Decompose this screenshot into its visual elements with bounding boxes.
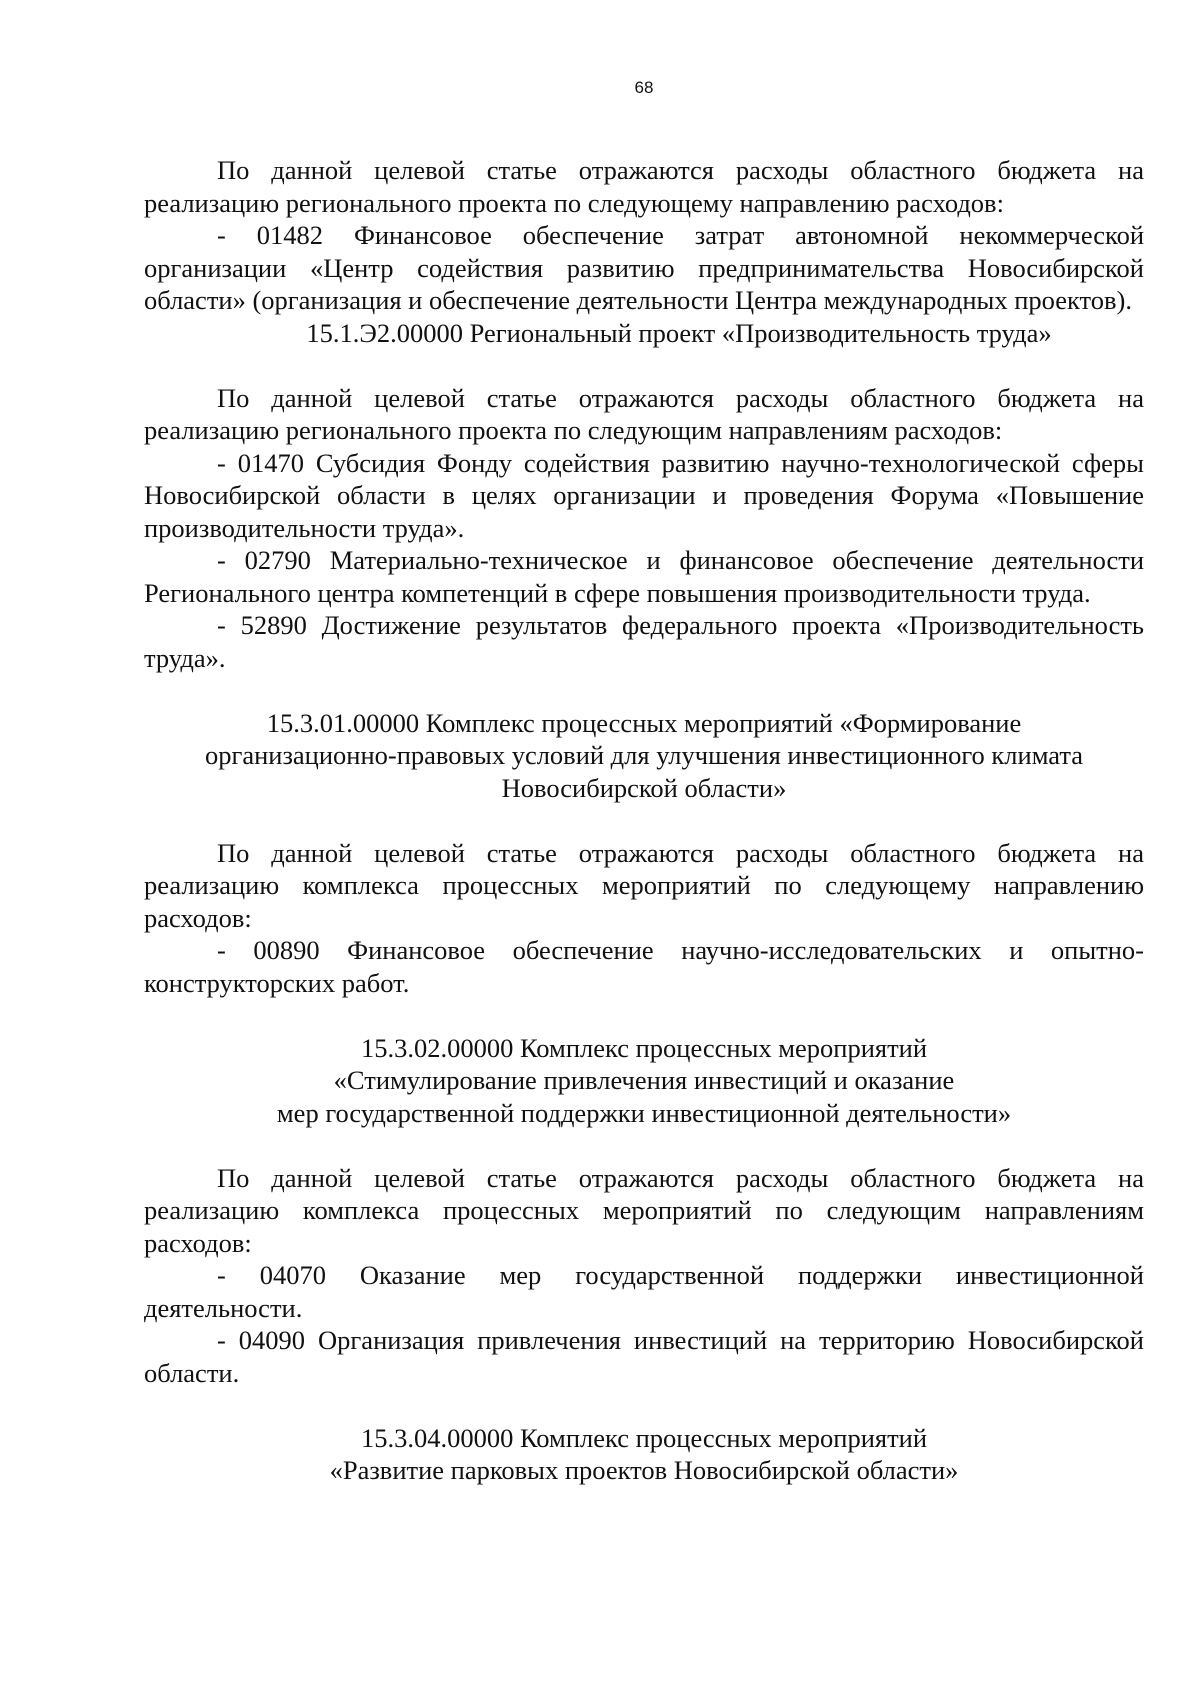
expense-item: - 04070 Оказание мер государственной поддержки инвестиционной деятельности. xyxy=(144,1260,1144,1323)
heading-line: 15.3.02.00000 Комплекс процессных мероприятий xyxy=(360,1032,928,1063)
expense-item: - 52890 Достижение результатов федерального проекта «Производительность труда». xyxy=(144,610,1144,673)
section-heading xyxy=(144,1422,1144,1487)
section-heading xyxy=(144,1032,1144,1130)
heading-line: 15.3.04.00000 Комплекс процессных мероприятий xyxy=(360,1422,928,1453)
paragraph: По данной целевой статье отражаются расходы областного бюджета на реализацию комплекса процессных мероприятий по следующим направлениям расходов: xyxy=(144,1162,1144,1258)
paragraph: По данной целевой статье отражаются расходы областного бюджета на реализацию регионального проекта по следующему направлению расходов: xyxy=(144,155,1144,218)
paragraph: По данной целевой статье отражаются расходы областного бюджета на реализацию регионального проекта по следующим направлениям расходов: xyxy=(144,382,1144,445)
expense-item: - 01482 Финансовое обеспечение затрат автономной некоммерческой организации «Центр содействия развитию предпринимательства Новосибирской области» (организация и обеспечение деятельности Центра международных проектов). xyxy=(144,220,1144,315)
paragraph: По данной целевой статье отражаются расходы областного бюджета на реализацию комплекса процессных мероприятий по следующему направлению расходов: xyxy=(144,837,1144,933)
expense-item: - 04090 Организация привлечения инвестиций на территорию Новосибирской области. xyxy=(144,1325,1144,1388)
heading-line: Новосибирской области» xyxy=(501,772,787,803)
page-number: 68 xyxy=(634,78,654,97)
heading-line: «Стимулирование привлечения инвестиций и оказание xyxy=(333,1065,955,1095)
document-body xyxy=(144,154,1144,1487)
heading-line: «Развитие парковых проектов Новосибирской области» xyxy=(329,1455,959,1485)
heading-line: мер государственной поддержки инвестиционной деятельности» xyxy=(276,1097,1012,1128)
section-heading xyxy=(144,707,1144,805)
expense-item: - 01470 Субсидия Фонду содействия развитию научно-технологической сферы Новосибирской области в целях организации и проведения Форума «Повышение производительности труда». xyxy=(144,447,1144,543)
heading-line: организационно-правовых условий для улучшения инвестиционного климата xyxy=(204,740,1084,770)
expense-item: - 02790 Материально-техническое и финансовое обеспечение деятельности Регионального центра компетенций в сфере повышения производительности труда. xyxy=(144,545,1144,608)
expense-item: - 00890 Финансовое обеспечение научно-исследовательских и опытно-конструкторских работ. xyxy=(144,935,1144,998)
section-heading: 15.1.Э2.00000 Региональный проект «Производительность труда» xyxy=(306,317,1052,348)
heading-line: 15.3.01.00000 Комплекс процессных мероприятий «Формирование xyxy=(266,707,1022,738)
